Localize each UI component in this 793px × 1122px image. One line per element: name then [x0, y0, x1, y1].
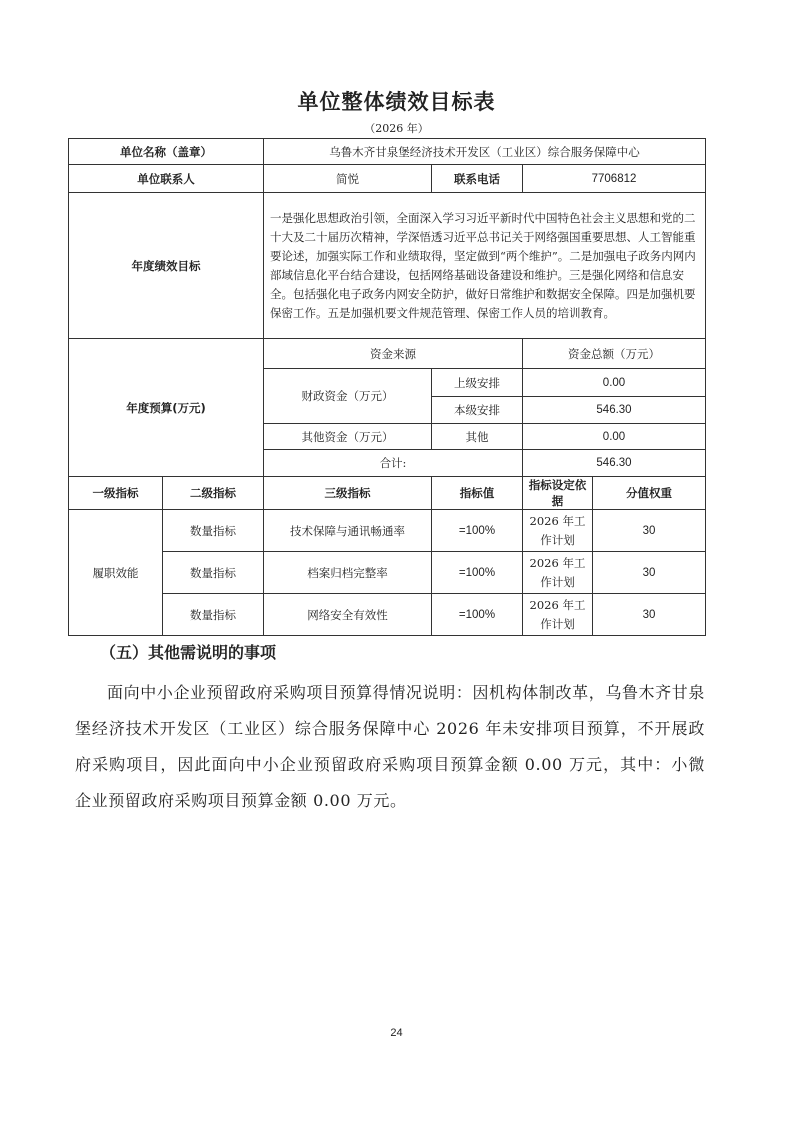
header-value: 指标值: [432, 477, 523, 510]
weight-cell: 30: [593, 510, 706, 552]
section-paragraph: 面向中小企业预留政府采购项目预算得情况说明：因机构体制改革，乌鲁木齐甘泉堡经济技术开发区（工业区）综合服务保障中心 2026 年未安排项目预算，不开展政府采购项目，因此面向中小企业预留政府采购项目预算金额 0.00 万元，其中：小微企业预留政府采购项目预算金额 0.00 万元。: [75, 683, 705, 810]
value-cell: =100%: [432, 552, 523, 594]
level3-cell: 网络安全有效性: [264, 594, 432, 636]
indicator-row: [69, 552, 706, 594]
budget-label: 年度预算(万元): [69, 339, 264, 477]
value-cell: =100%: [432, 510, 523, 552]
other-label: 其他资金（万元）: [264, 424, 432, 450]
indicator-header-row: [69, 477, 706, 510]
value-cell: =100%: [432, 594, 523, 636]
basis-cell: 2026 年工作计划: [523, 510, 593, 552]
total-header: 资金总额（万元）: [523, 339, 706, 369]
phone-value: 7706812: [523, 165, 706, 193]
level2-cell: 数量指标: [163, 552, 264, 594]
level2-cell: 数量指标: [163, 594, 264, 636]
local-label: 本级安排: [432, 397, 523, 424]
indicator-row: [69, 510, 706, 552]
upper-label: 上级安排: [432, 369, 523, 397]
unit-name-label: 单位名称（盖章）: [69, 139, 264, 165]
section-heading: （五）其他需说明的事项: [100, 643, 277, 662]
page-title: 单位整体绩效目标表: [297, 90, 496, 114]
contact-row: [69, 165, 706, 193]
local-value: 546.30: [523, 397, 706, 424]
header-level1: 一级指标: [69, 477, 163, 510]
fiscal-label: 财政资金（万元）: [264, 369, 432, 424]
weight-cell: 30: [593, 552, 706, 594]
level3-cell: 技术保障与通讯畅通率: [264, 510, 432, 552]
goal-text: 一是强化思想政治引领，全面深入学习习近平新时代中国特色社会主义思想和党的二十大及二十届历次精神，学深悟透习近平总书记关于网络强国重要思想、人工智能重要论述，加强实际工作和业绩取得，坚定做到“两个维护”。二是加强电子政务内网内部域信息化平台结合建设，包括网络基础设备建设和维护。三是强化网络和信息安全。包括强化电子政务内网安全防护，做好日常维护和数据安全保障。四是加强机要保密工作。五是加强机要文件规范管理、保密工作人员的培训教育。: [264, 193, 706, 339]
contact-label: 单位联系人: [69, 165, 264, 193]
basis-cell: 2026 年工作计划: [523, 552, 593, 594]
header-level2: 二级指标: [163, 477, 264, 510]
budget-header-row: [69, 339, 706, 369]
header-basis: 指标设定依据: [523, 477, 593, 510]
other-sub-label: 其他: [432, 424, 523, 450]
basis-cell: 2026 年工作计划: [523, 594, 593, 636]
sum-label: 合计:: [264, 450, 523, 477]
phone-label: 联系电话: [432, 165, 523, 193]
level1-cell: 履职效能: [69, 510, 163, 636]
performance-table: [68, 138, 706, 636]
level2-cell: 数量指标: [163, 510, 264, 552]
indicator-row: [69, 594, 706, 636]
source-header: 资金来源: [264, 339, 523, 369]
unit-name-row: [69, 139, 706, 165]
contact-value: 简悦: [264, 165, 432, 193]
unit-name-value: 乌鲁木齐甘泉堡经济技术开发区（工业区）综合服务保障中心: [264, 139, 706, 165]
sum-value: 546.30: [523, 450, 706, 477]
other-value: 0.00: [523, 424, 706, 450]
page-number: 24: [390, 1027, 403, 1039]
year-subtitle: （2026 年）: [364, 122, 429, 135]
goal-row: [69, 193, 706, 339]
header-level3: 三级指标: [264, 477, 432, 510]
weight-cell: 30: [593, 594, 706, 636]
goal-label: 年度绩效目标: [69, 193, 264, 339]
header-weight: 分值权重: [593, 477, 706, 510]
level3-cell: 档案归档完整率: [264, 552, 432, 594]
upper-value: 0.00: [523, 369, 706, 397]
